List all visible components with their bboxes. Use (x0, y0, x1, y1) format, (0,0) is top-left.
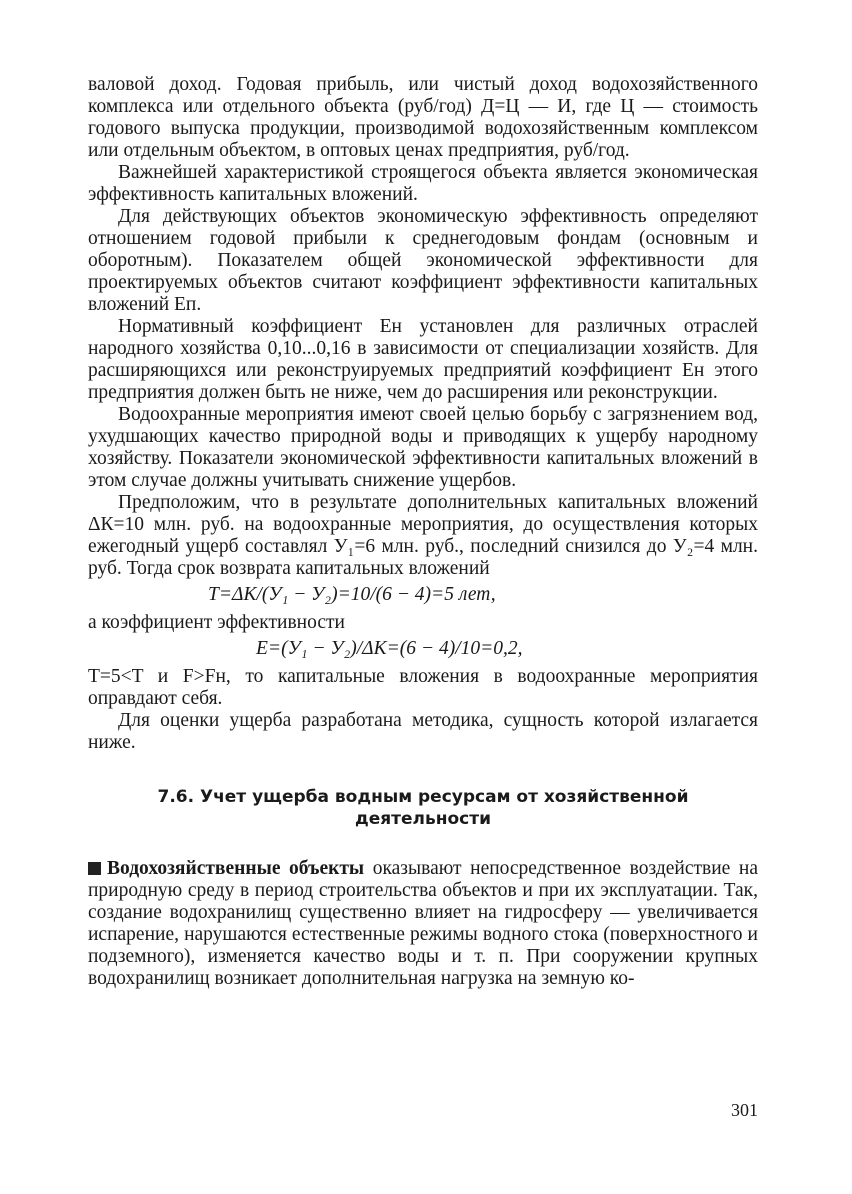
paragraph-water-protection: Водоохранные мероприятия имеют своей целью борьбу с загрязнением вод, ухудшающих качество природной воды и приводящих к ущербу народному хозяйству. Показатели экономической эффективности капитальных вложений в этом случае должны учитывать снижение ущербов. (88, 404, 758, 491)
formula-efficiency-coefficient: E=(У₁ − У₂)/ΔK=(6 − 4)/10=0,2, (256, 638, 523, 659)
section-heading: 7.6. Учет ущерба водным ресурсам от хозяйственной деятельности (157, 787, 689, 829)
paragraph-method: Для оценки ущерба разработана методика, сущность которой излагается ниже. (88, 710, 758, 753)
page-body (88, 74, 758, 990)
lead-bold-term: Водохозяйственные объекты (107, 858, 365, 879)
formula-payback-period: T=ΔK/(У₁ − У₂)=10/(6 − 4)=5 лет, (208, 584, 496, 605)
paragraph-existing-objects: Для действующих объектов экономическую эффективность определяют отношением годовой прибыли к среднегодовым фондам (основным и оборотным). Показателем общей экономической эффективности для проектируемых объектов считают коэффициент эффективности капитальных вложений Еп. (88, 206, 758, 315)
paragraph-income: валовой доход. Годовая прибыль, или чистый доход водохозяйственного комплекса или отдельного объекта (руб/год) Д=Ц — И, где Ц — стоимость годового выпуска продукции, производимой водохозяйственным комплексом или отдельным объектом, в оптовых ценах предприятия, руб/год. (88, 74, 758, 161)
lead-text: оказывают непосредственное воздействие на природную среду в период строительства объектов и при их эксплуатации. Так, создание водохранилищ существенно влияет на гидросферу — увеличивается испарение, нарушаются естественные режимы водного стока (поверхностного и подземного), изменяется качество воды и т. п. При сооружении крупных водохранилищ возникает дополнительная нагрузка на земную ко- (88, 858, 758, 989)
square-bullet-icon (88, 862, 101, 875)
paragraph-normative-coefficient: Нормативный коэффициент Ен установлен для различных отраслей народного хозяйства 0,10...0,16 в зависимости от специализации хозяйств. Для расширяющихся или реконструируемых предприятий коэффициент Ен этого предприятия должен быть не ниже, чем до расширения или реконструкции. (88, 316, 758, 403)
paragraph-section-lead (88, 858, 758, 990)
paragraph-conclusion: T=5<T и F>Fн, то капитальные вложения в водоохранные мероприятия оправдают себя. (88, 666, 758, 709)
page-number: 301 (731, 1100, 758, 1120)
paragraph-efficiency-intro: Важнейшей характеристикой строящегося объекта является экономическая эффективность капитальных вложений. (88, 162, 758, 205)
paragraph-example: Предположим, что в результате дополнительных капитальных вложений ΔК=10 млн. руб. на водоохранные мероприятия, до осуществления которых ежегодный ущерб составлял У₁=6 млн. руб., последний снизился до У₂=4 млн. руб. Тогда срок возврата капитальных вложений (88, 492, 758, 579)
paragraph-coefficient-lead: а коэффициент эффективности (88, 612, 345, 633)
